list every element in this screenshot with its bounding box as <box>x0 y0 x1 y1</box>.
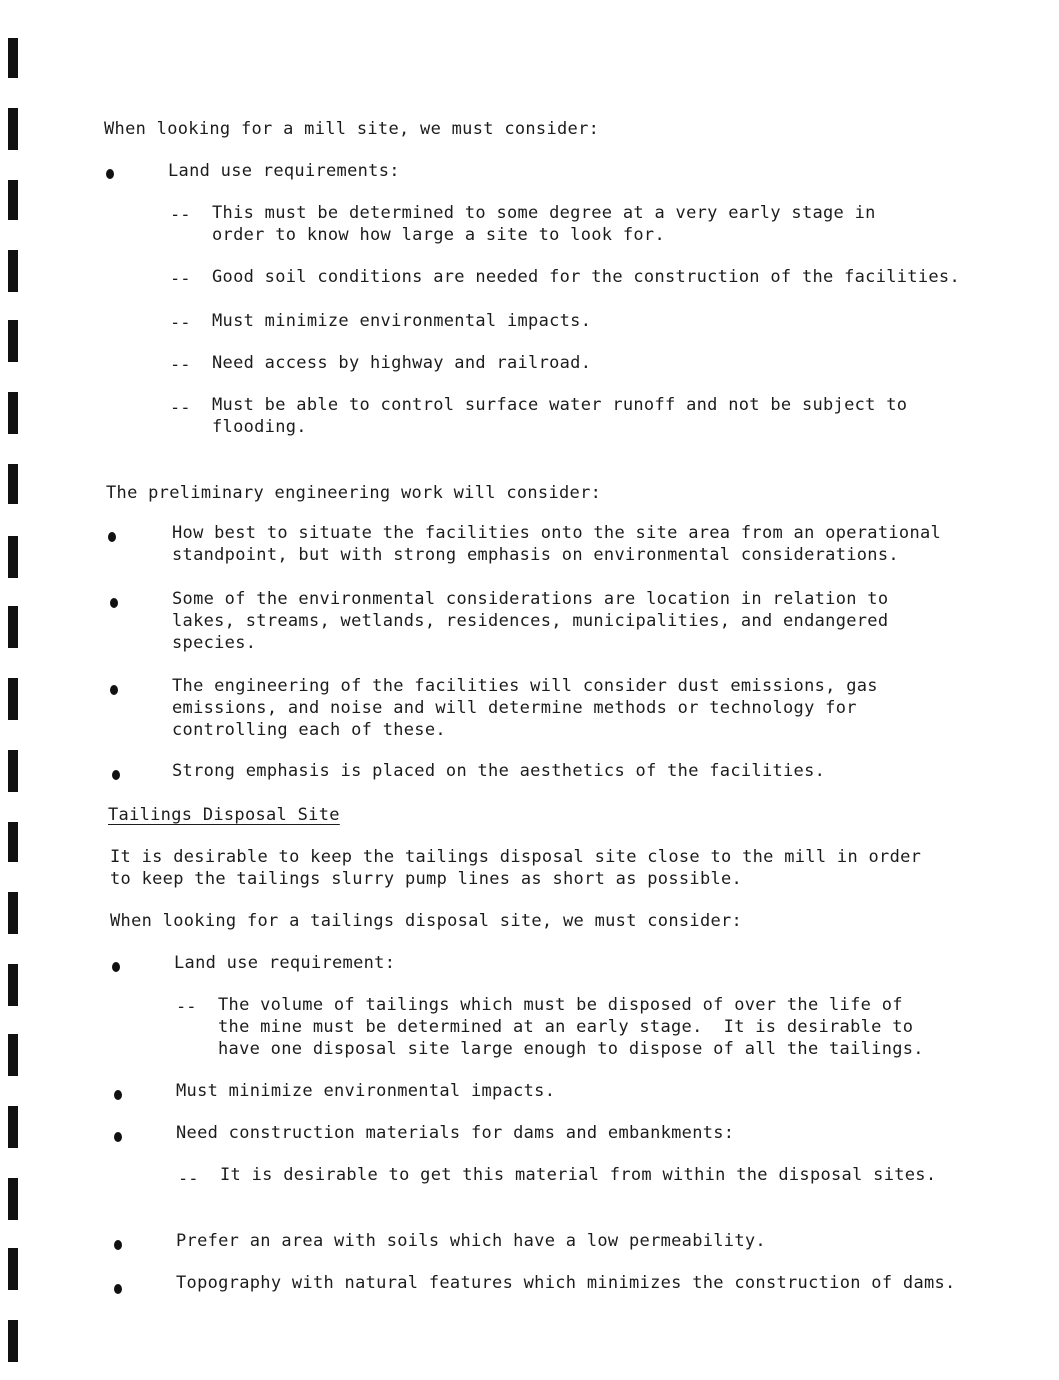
tailings-subitem: The volume of tailings which must be disposed of over the life of <box>218 995 903 1015</box>
bullet-icon <box>110 685 118 695</box>
tailings-intro: When looking for a tailings disposal site, we must consider: <box>110 911 743 931</box>
dash-marker: -- <box>170 398 191 418</box>
binder-punch-mark <box>8 536 18 578</box>
bullet-icon <box>114 1284 122 1294</box>
binder-punch-mark <box>8 1178 18 1220</box>
binder-punch-mark <box>8 464 18 504</box>
binder-punch-mark <box>8 320 18 362</box>
binder-punch-mark <box>8 1320 18 1362</box>
bullet-icon <box>112 962 120 972</box>
engineering-item: How best to situate the facilities onto the site area from an operational <box>172 523 942 543</box>
binder-punch-mark <box>8 38 18 78</box>
engineering-item: The engineering of the facilities will consider dust emissions, gas <box>172 676 878 696</box>
tailings-paragraph: to keep the tailings slurry pump lines as short as possible. <box>110 869 743 889</box>
bullet-icon <box>114 1090 122 1100</box>
binder-punch-mark <box>8 180 18 220</box>
tailings-item: Land use requirement: <box>174 953 396 973</box>
dash-marker: -- <box>170 313 191 333</box>
tailings-item: Topography with natural features which minimizes the construction of dams. <box>176 1273 956 1293</box>
binder-punch-mark <box>8 1034 18 1076</box>
engineering-item: controlling each of these. <box>172 720 446 740</box>
engineering-item: species. <box>172 633 257 653</box>
binder-punch-mark <box>8 964 18 1006</box>
binder-punch-mark <box>8 1248 18 1290</box>
binder-punch-mark <box>8 250 18 292</box>
binder-punch-mark <box>8 1106 18 1148</box>
land-use-item: This must be determined to some degree at a very early stage in <box>212 203 876 223</box>
land-use-item: flooding. <box>212 417 307 437</box>
bullet-icon <box>108 532 116 542</box>
dash-marker: -- <box>170 269 191 289</box>
dash-marker: -- <box>176 997 197 1017</box>
dash-marker: -- <box>178 1169 199 1189</box>
bullet-icon <box>114 1240 122 1250</box>
land-use-item: order to know how large a site to look for. <box>212 225 665 245</box>
tailings-subitem: the mine must be determined at an early stage. It is desirable to <box>218 1017 914 1037</box>
tailings-subitem: It is desirable to get this material from within the disposal sites. <box>220 1165 937 1185</box>
engineering-intro: The preliminary engineering work will consider: <box>106 483 602 503</box>
tailings-item: Need construction materials for dams and embankments: <box>176 1123 735 1143</box>
land-use-item: Must be able to control surface water runoff and not be subject to <box>212 395 908 415</box>
mill-site-intro: When looking for a mill site, we must consider: <box>104 119 600 139</box>
bullet-icon <box>110 598 118 608</box>
land-use-item: Good soil conditions are needed for the construction of the facilities. <box>212 267 960 287</box>
bullet-icon <box>106 169 114 179</box>
tailings-subitem: have one disposal site large enough to dispose of all the tailings. <box>218 1039 924 1059</box>
dash-marker: -- <box>170 355 191 375</box>
binder-punch-mark <box>8 108 18 150</box>
bullet-icon <box>114 1132 122 1142</box>
engineering-item: Strong emphasis is placed on the aesthetics of the facilities. <box>172 761 826 781</box>
engineering-item: lakes, streams, wetlands, residences, municipalities, and endangered <box>172 611 889 631</box>
engineering-item: emissions, and noise and will determine methods or technology for <box>172 698 857 718</box>
binder-punch-mark <box>8 892 18 934</box>
binder-punch-mark <box>8 750 18 792</box>
bullet-icon <box>112 770 120 780</box>
tailings-paragraph: It is desirable to keep the tailings disposal site close to the mill in order <box>110 847 922 867</box>
land-use-heading: Land use requirements: <box>168 161 400 181</box>
engineering-item: Some of the environmental considerations are location in relation to <box>172 589 889 609</box>
land-use-item: Must minimize environmental impacts. <box>212 311 592 331</box>
tailings-item: Must minimize environmental impacts. <box>176 1081 556 1101</box>
binder-punch-mark <box>8 822 18 862</box>
dash-marker: -- <box>170 205 191 225</box>
tailings-item: Prefer an area with soils which have a low permeability. <box>176 1231 766 1251</box>
binder-punch-mark <box>8 392 18 434</box>
tailings-heading: Tailings Disposal Site <box>108 805 340 825</box>
land-use-item: Need access by highway and railroad. <box>212 353 592 373</box>
binder-punch-mark <box>8 678 18 720</box>
engineering-item: standpoint, but with strong emphasis on environmental considerations. <box>172 545 899 565</box>
binder-punch-mark <box>8 606 18 648</box>
